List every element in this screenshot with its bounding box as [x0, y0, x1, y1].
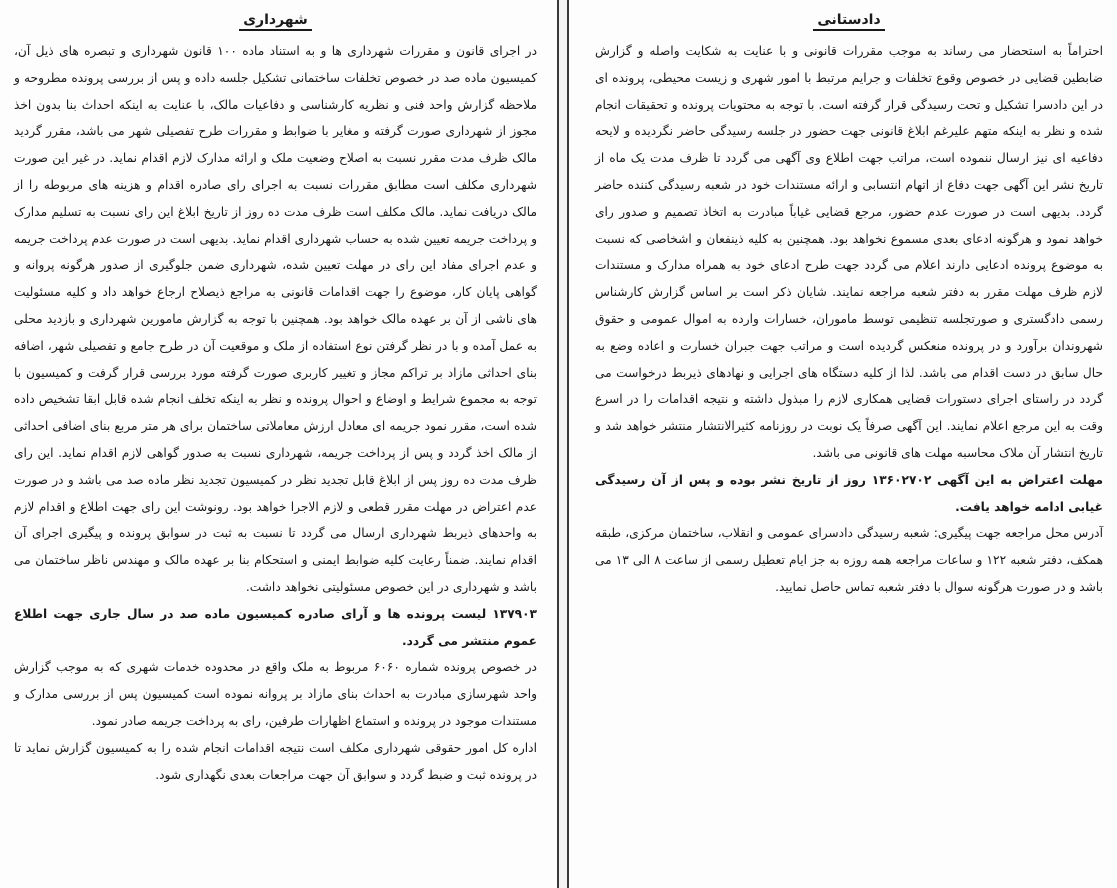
left-column-heading: [14, 10, 537, 32]
left-bold-paragraph: ۱۳۷۹۰۳ لیست پرونده ها و آرای صادره کمیسیون ماده صد در سال جاری جهت اطلاع عموم منتشر می گردد.: [14, 606, 537, 648]
right-paragraph-2: آدرس محل مراجعه جهت پیگیری: شعبه رسیدگی دادسرای عمومی و انقلاب، ساختمان مرکزی، طبقه همکف، دفتر شعبه ۱۲۲ و ساعات مراجعه همه روزه به جز ایام تعطیل رسمی از ساعت ۸ الی ۱۳ می باشد و در صورت هرگونه سوال با دفتر شعبه تماس حاصل نمایید.: [595, 526, 1104, 594]
left-paragraph-1: در اجرای قانون و مقررات شهرداری ها و به استناد ماده ۱۰۰ قانون شهرداری و تبصره های ذیل آن، کمیسیون ماده صد در خصوص تخلفات ساختمانی تشکیل جلسه داده و پس از بررسی پرونده مطروحه و ملاحظه گزارش واحد فنی و نظریه کارشناسی و دفاعیات مالک، با عنایت به اینکه احداث بنا بدون اخذ مجوز از شهرداری صورت گرفته و مغایر با ضوابط و مقررات طرح تفصیلی شهر می باشد، مقرر گردید مالک ظرف مدت مقرر نسبت به اصلاح وضعیت ملک و ارائه مدارک لازم اقدام نماید. در غیر این صورت شهرداری مکلف است مطابق مقررات نسبت به اجرای رای صادره اقدام و هزینه های مربوطه را از مالک دریافت نماید. مالک مکلف است ظرف مدت ده روز از تاریخ ابلاغ این رای نسبت به تسلیم مدارک و پرداخت جریمه تعیین شده به حساب شهرداری اقدام نماید. بدیهی است در صورت عدم پرداخت جریمه و عدم اجرای مفاد این رای در مهلت تعیین شده، شهرداری ضمن جلوگیری از صدور هرگونه پروانه و گواهی پایان کار، موضوع را جهت اقدامات قانونی به مراجع ذیصلاح ارجاع خواهد داد و کلیه مسئولیت های ناشی از آن بر عهده مالک خواهد بود. همچنین با توجه به گزارش مامورین شهرداری و بازدید محلی به عمل آمده و با در نظر گرفتن نوع استفاده از ملک و موقعیت آن در طرح جامع و تفصیلی شهر، اضافه بنای احداثی مازاد بر تراکم مجاز و تغییر کاربری صورت گرفته مورد بررسی قرار گرفت و کمیسیون با توجه به مجموع شرایط و اوضاع و احوال پرونده و نظر به اینکه تخلف انجام شده قابل ابقا تشخیص داده شده است، مقرر نمود جریمه ای معادل ارزش معاملاتی ساختمان برای هر متر مربع بنای اضافی احداثی از مالک اخذ گردد و پس از پرداخت جریمه، شهرداری نسبت به صدور گواهی لازم اقدام نماید. این رای ظرف مدت ده روز پس از ابلاغ قابل تجدید نظر در کمیسیون تجدید نظر ماده صد می باشد و در صورت عدم اعتراض در مهلت مقرر قطعی و لازم الاجرا خواهد بود. رونوشت این رای جهت اطلاع و اقدام لازم به واحدهای ذیربط شهرداری ارسال می گردد تا نسبت به ثبت در سوابق پرونده و پیگیری اجرای آن اقدام نمایند. ضمناً رعایت کلیه ضوابط ایمنی و استحکام بنا بر عهده مالک و مهندس ناظر ساختمان می باشد و شهرداری در این خصوص مسئولیتی نخواهد داشت.: [14, 44, 537, 594]
column-divider: [557, 0, 569, 888]
right-paragraph-1: احتراماً به استحضار می رساند به موجب مقررات قانونی و با عنایت به شکایت واصله و گزارش ضابطین قضایی در خصوص وقوع تخلفات و جرایم مرتبط با امور شهری و زیست محیطی، پرونده ای در این دادسرا تشکیل و تحت رسیدگی قرار گرفته است. با توجه به محتویات پرونده و تحقیقات انجام شده و نظر به اینکه متهم علیرغم ابلاغ قانونی جهت حضور در جلسه رسیدگی حاضر نگردیده و لایحه دفاعیه ای نیز ارسال ننموده است، مراتب جهت اطلاع وی آگهی می گردد تا ظرف مدت یک ماه از تاریخ نشر این آگهی جهت دفاع از اتهام انتسابی و ارائه مستندات خود در شعبه رسیدگی کننده حاضر گردد. بدیهی است در صورت عدم حضور، مرجع قضایی غیاباً مبادرت به اتخاذ تصمیم و صدور رای خواهد نمود و هرگونه ادعای بعدی مسموع نخواهد بود. همچنین به کلیه ذینفعان و اشخاصی که نسبت به موضوع پرونده ادعایی دارند اعلام می گردد جهت طرح ادعای خود به همراه مدارک و مستندات لازم ظرف مهلت مقرر به دفتر شعبه مراجعه نمایند. شایان ذکر است بر اساس گزارش کارشناس رسمی دادگستری و صورتجلسه تنظیمی توسط ماموران، خسارات وارده به اموال عمومی و حقوق شهروندان برآورد و در پرونده منعکس گردیده است و مراتب جهت جبران خسارت و اعاده وضع به حال سابق در دست اقدام می باشد. لذا از کلیه دستگاه های اجرایی و نهادهای ذیربط درخواست می گردد در راستای اجرای دستورات قضایی همکاری لازم را مبذول داشته و نتیجه اقدامات را در اسرع وقت به این مرجع اعلام نمایند. این آگهی صرفاً یک نوبت در روزنامه کثیرالانتشار منتشر خواهد شد و تاریخ انتشار آن ملاک محاسبه مهلت های قانونی می باشد.: [595, 44, 1103, 460]
right-column: [575, 0, 1117, 888]
left-column: [0, 0, 555, 888]
right-heading-text: دادستانی: [813, 12, 884, 31]
left-paragraph-2: در خصوص پرونده شماره ۶۰۶۰ مربوط به ملک واقع در محدوده خدمات شهری که به موجب گزارش واحد شهرسازی مبادرت به احداث بنای مازاد بر پروانه نموده است کمیسیون پس از بررسی مدارک و مستندات موجود در پرونده و استماع اظهارات طرفین، رای به پرداخت جریمه صادر نمود.: [14, 660, 537, 728]
right-bold-paragraph: مهلت اعتراض به این آگهی ۱۳۶۰۲۷۰۲ روز از تاریخ نشر بوده و پس از آن رسیدگی غیابی ادامه خواهد یافت.: [595, 472, 1103, 514]
right-column-heading: [595, 10, 1103, 32]
left-heading-text: شهرداری: [239, 12, 312, 31]
left-paragraph-3: اداره کل امور حقوقی شهرداری مکلف است نتیجه اقدامات انجام شده را به کمیسیون گزارش نماید تا در پرونده ثبت و ضبط گردد و سوابق آن جهت مراجعات بعدی نگهداری شود.: [14, 740, 537, 782]
